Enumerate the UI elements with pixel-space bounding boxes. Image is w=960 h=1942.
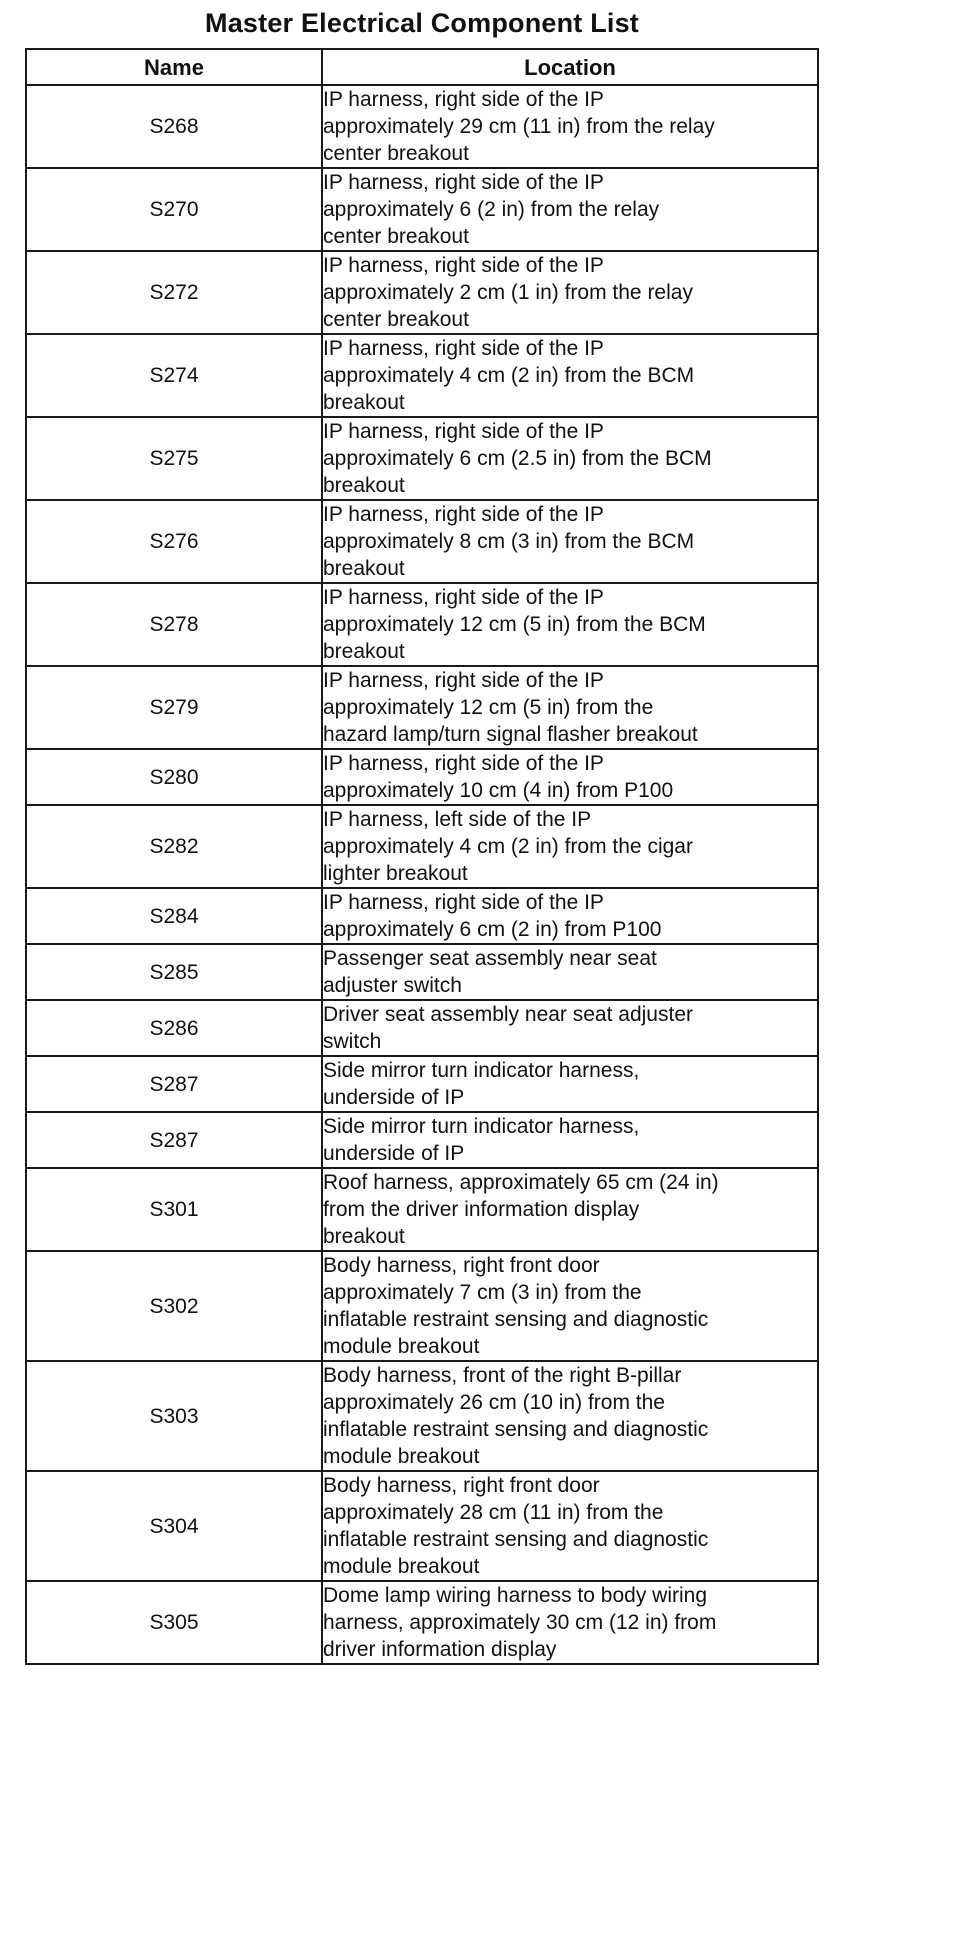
location-line: Roof harness, approximately 65 cm (24 in) [323,1171,719,1194]
location-line: underside of IP [323,1142,465,1165]
location-line: IP harness, right side of the IP [323,254,604,277]
location-cell [322,1056,818,1112]
location-line: from the driver information display [323,1198,640,1221]
table-row [26,1056,818,1112]
location-cell [322,1361,818,1471]
location-line: center breakout [323,308,469,331]
table-row [26,805,818,888]
location-cell [322,1000,818,1056]
location-line: IP harness, right side of the IP [323,420,604,443]
location-line: approximately 28 cm (11 in) from the [323,1501,664,1524]
location-line: center breakout [323,225,469,248]
table-row [26,749,818,805]
location-line: Body harness, right front door [323,1474,600,1497]
location-line: IP harness, right side of the IP [323,891,604,914]
location-cell [322,417,818,500]
location-line: approximately 2 cm (1 in) from the relay [323,281,693,304]
table-row [26,1581,818,1664]
table-row [26,583,818,666]
location-cell [322,168,818,251]
location-line: IP harness, right side of the IP [323,586,604,609]
location-line: IP harness, right side of the IP [323,669,604,692]
table-row [26,888,818,944]
location-cell [322,1251,818,1361]
location-cell [322,749,818,805]
component-name-cell: S282 [26,805,322,888]
table-row [26,1251,818,1361]
location-line: center breakout [323,142,469,165]
location-cell [322,1168,818,1251]
component-name-cell: S274 [26,334,322,417]
location-cell [322,500,818,583]
location-line: approximately 4 cm (2 in) from the cigar [323,835,693,858]
location-cell [322,1581,818,1664]
table-row [26,500,818,583]
component-name-cell: S279 [26,666,322,749]
location-line: breakout [323,474,405,497]
table-row [26,251,818,334]
location-cell [322,251,818,334]
location-line: switch [323,1030,382,1053]
location-line: Side mirror turn indicator harness, [323,1115,640,1138]
location-line: lighter breakout [323,862,468,885]
location-line: IP harness, right side of the IP [323,88,604,111]
location-line: adjuster switch [323,974,462,997]
location-cell [322,944,818,1000]
location-line: approximately 10 cm (4 in) from P100 [323,779,674,802]
location-line: breakout [323,640,405,663]
location-line: module breakout [323,1335,480,1358]
table-row [26,666,818,749]
location-line: module breakout [323,1445,480,1468]
location-line: Dome lamp wiring harness to body wiring [323,1584,707,1607]
component-name-cell: S272 [26,251,322,334]
component-name-cell: S284 [26,888,322,944]
location-line: approximately 29 cm (11 in) from the relay [323,115,715,138]
location-cell [322,334,818,417]
component-table [25,48,819,1665]
location-line: approximately 7 cm (3 in) from the [323,1281,642,1304]
location-line: Passenger seat assembly near seat [323,947,657,970]
component-name-cell: S275 [26,417,322,500]
component-name-cell: S303 [26,1361,322,1471]
location-cell [322,666,818,749]
location-line: IP harness, right side of the IP [323,752,604,775]
location-line: Side mirror turn indicator harness, [323,1059,640,1082]
table-row [26,417,818,500]
location-line: harness, approximately 30 cm (12 in) from [323,1611,717,1634]
component-name-cell: S278 [26,583,322,666]
location-cell [322,805,818,888]
table-row [26,944,818,1000]
table-row [26,1361,818,1471]
location-line: IP harness, left side of the IP [323,808,592,831]
component-name-cell: S286 [26,1000,322,1056]
component-name-cell: S270 [26,168,322,251]
table-body [26,85,818,1664]
table-row [26,85,818,168]
location-cell [322,85,818,168]
location-line: hazard lamp/turn signal flasher breakout [323,723,698,746]
location-line: approximately 8 cm (3 in) from the BCM [323,530,695,553]
table-row [26,1112,818,1168]
location-line: approximately 12 cm (5 in) from the BCM [323,613,706,636]
location-line: IP harness, right side of the IP [323,337,604,360]
table-row [26,1471,818,1581]
column-header-location: Location [322,49,818,85]
location-cell [322,1471,818,1581]
page-title: Master Electrical Component List [205,8,639,38]
location-line: inflatable restraint sensing and diagnostic [323,1528,709,1551]
location-line: inflatable restraint sensing and diagnostic [323,1418,709,1441]
table-row [26,168,818,251]
location-line: breakout [323,557,405,580]
component-name-cell: S276 [26,500,322,583]
location-line: breakout [323,1225,405,1248]
component-name-cell: S280 [26,749,322,805]
location-cell [322,583,818,666]
component-name-cell: S287 [26,1112,322,1168]
table-row [26,1168,818,1251]
location-line: IP harness, right side of the IP [323,503,604,526]
component-name-cell: S268 [26,85,322,168]
location-line: approximately 6 (2 in) from the relay [323,198,660,221]
location-line: Driver seat assembly near seat adjuster [323,1003,693,1026]
location-line: approximately 12 cm (5 in) from the [323,696,654,719]
component-name-cell: S302 [26,1251,322,1361]
table-row [26,1000,818,1056]
location-line: module breakout [323,1555,480,1578]
location-cell [322,1112,818,1168]
location-line: approximately 6 cm (2 in) from P100 [323,918,662,941]
location-line: Body harness, front of the right B-pillar [323,1364,682,1387]
column-header-name: Name [26,49,322,85]
component-name-cell: S285 [26,944,322,1000]
component-name-cell: S301 [26,1168,322,1251]
location-line: approximately 26 cm (10 in) from the [323,1391,665,1414]
location-line: inflatable restraint sensing and diagnostic [323,1308,709,1331]
component-name-cell: S304 [26,1471,322,1581]
component-name-cell: S287 [26,1056,322,1112]
location-line: approximately 6 cm (2.5 in) from the BCM [323,447,712,470]
component-name-cell: S305 [26,1581,322,1664]
location-line: breakout [323,391,405,414]
table-row [26,334,818,417]
location-line: underside of IP [323,1086,465,1109]
table-header-row [26,49,818,85]
location-line: IP harness, right side of the IP [323,171,604,194]
location-cell [322,888,818,944]
location-line: driver information display [323,1638,557,1661]
location-line: approximately 4 cm (2 in) from the BCM [323,364,695,387]
location-line: Body harness, right front door [323,1254,600,1277]
